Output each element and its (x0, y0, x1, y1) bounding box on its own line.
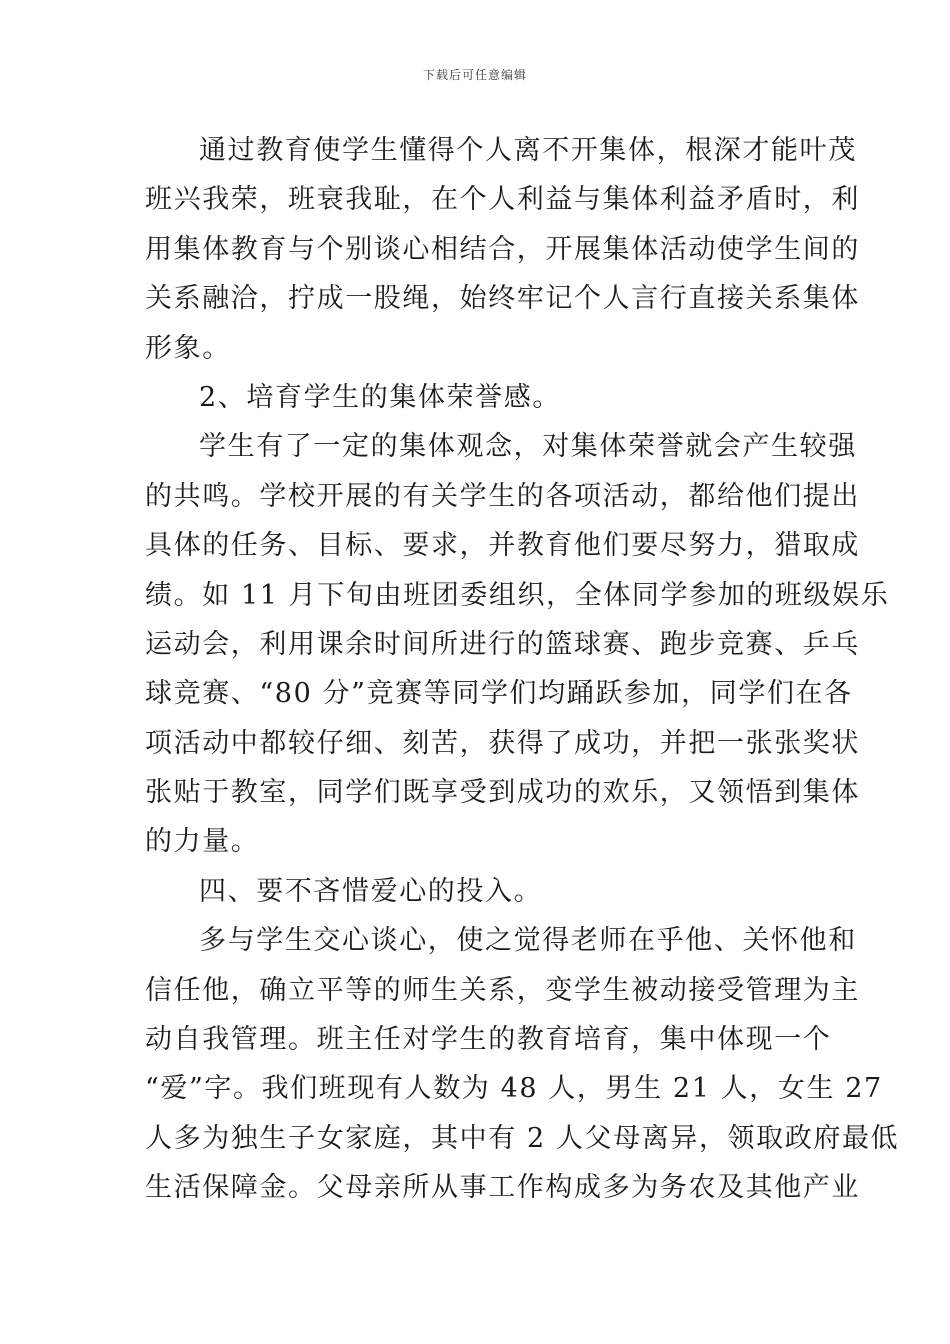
text-line: 张贴于教室，同学们既享受到成功的欢乐，又领悟到集体 (145, 777, 860, 809)
text-line: 通过教育使学生懂得个人离不开集体，根深才能叶茂 (199, 135, 857, 166)
text-line: 学生有了一定的集体观念，对集体荣誉就会产生较强 (199, 431, 857, 463)
text-line: 绩。如 11 月下旬由班团委组织，全体同学参加的班级娱乐 (145, 579, 890, 611)
text-line: 的共鸣。学校开展的有关学生的各项活动，都给他们提出 (145, 480, 860, 512)
text-line: “爱”字。我们班现有人数为 48 人，男生 21 人，女生 27 (145, 1073, 883, 1105)
text-line: 多与学生交心谈心，使之觉得老师在乎他、关怀他和 (199, 925, 857, 957)
text-line: 关系融洽，拧成一股绳，始终牢记个人言行直接关系集体 (145, 283, 860, 315)
section-heading: 2、培育学生的集体荣誉感。 (199, 381, 561, 413)
section-heading: 四、要不吝惜爱心的投入。 (199, 875, 543, 907)
body-text (145, 126, 900, 1213)
text-line: 具体的任务、目标、要求，并教育他们要尽努力，猎取成 (145, 530, 860, 562)
text-line: 信任他，确立平等的师生关系，变学生被动接受管理为主 (145, 974, 860, 1006)
header-note: 下载后可任意编辑 (422, 68, 527, 82)
text-line: 班兴我荣，班衰我耻，在个人利益与集体利益矛盾时，利 (145, 184, 860, 216)
text-line: 球竞赛、“80 分”竞赛等同学们均踊跃参加，同学们在各 (145, 678, 853, 710)
text-line: 人多为独生子女家庭，其中有 2 人父母离异，领取政府最低 (145, 1122, 900, 1154)
text-line: 的力量。 (145, 826, 260, 858)
text-line: 运动会，利用课余时间所进行的篮球赛、跑步竞赛、乒乓 (145, 628, 860, 660)
text-line: 项活动中都较仔细、刻苦，获得了成功，并把一张张奖状 (145, 727, 860, 759)
text-line: 动自我管理。班主任对学生的教育培育，集中体现一个 (145, 1024, 832, 1056)
text-line: 生活保障金。父母亲所从事工作构成多为务农及其他产业 (145, 1172, 860, 1204)
text-line: 形象。 (145, 332, 231, 364)
text-line: 用集体教育与个别谈心相结合，开展集体活动使学生间的 (145, 233, 860, 265)
